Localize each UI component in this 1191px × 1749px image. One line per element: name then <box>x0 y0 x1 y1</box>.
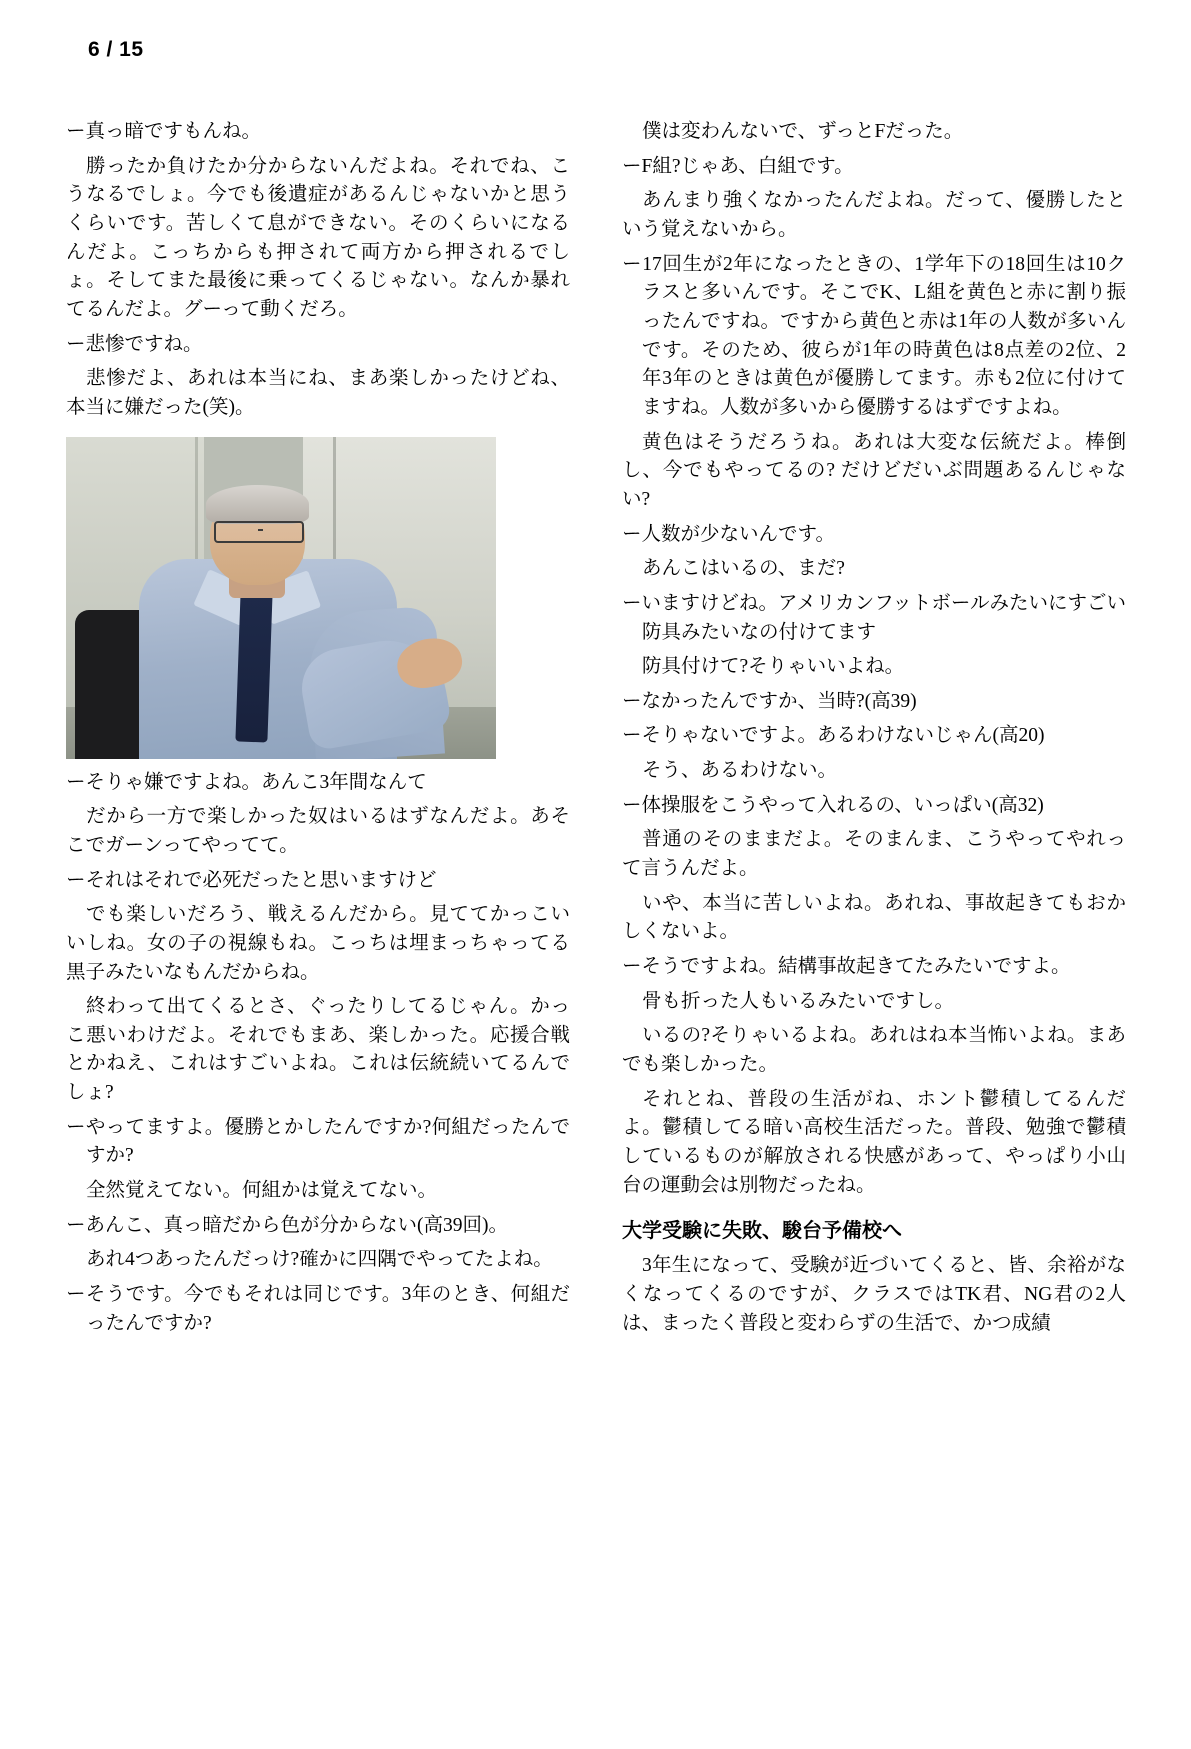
paragraph: でも楽しいだろう、戦えるんだから。見ててかっこいいしね。女の子の視線もね。こっちは埋まっちゃってる黒子みたいなもんだからね。 <box>66 904 570 983</box>
right-column <box>622 118 1126 1344</box>
paragraph: あんまり強くなかったんだよね。だって、優勝したという覚えないから。 <box>622 190 1126 240</box>
paragraph: あれ4つあったんだっけ?確かに四隅でやってたよね。 <box>86 1249 553 1271</box>
paragraph: 悲惨だよ、あれは本当にね、まあ楽しかったけどね、本当に嫌だった(笑)。 <box>66 368 570 418</box>
paragraph: だから一方で楽しかった奴はいるはずなんだよ。あそこでガーンってやってて。 <box>66 806 570 856</box>
two-column-body <box>66 118 1126 1344</box>
photo-person-necktie <box>235 591 273 743</box>
paragraph: ーそりゃないですよ。あるわけないじゃん(高20) <box>622 725 1045 747</box>
glasses-icon <box>214 521 304 543</box>
paragraph: 全然覚えてない。何組かは覚えてない。 <box>86 1180 438 1202</box>
paragraph: あんこはいるの、まだ? <box>642 558 845 580</box>
paragraph: いや、本当に苦しいよね。あれね、事故起きてもおかしくないよ。 <box>622 892 1126 943</box>
left-column <box>66 118 570 1344</box>
page-number: 6 / 15 <box>88 38 144 61</box>
photo-person-hair <box>206 485 309 524</box>
paragraph: ーF組?じゃあ、白組です。 <box>622 155 854 177</box>
paragraph: そう、あるわけない。 <box>642 760 838 782</box>
paragraph: ーやってますよ。優勝とかしたんですか?何組だったんですか? <box>66 1116 570 1167</box>
paragraph: ーそりゃ嫌ですよね。あんこ3年間なんて <box>66 771 427 793</box>
section-subheading: 大学受験に失敗、駿台予備校へ <box>622 1220 902 1243</box>
paragraph: 普通のそのままだよ。そのまんま、こうやってやれって言うんだよ。 <box>622 829 1126 880</box>
paragraph: ーあんこ、真っ暗だから色が分からない(高39回)。 <box>66 1214 508 1236</box>
paragraph: ーいますけどね。アメリカンフットボールみたいにすごい防具みたいなの付けてます <box>622 592 1126 643</box>
paragraph: 勝ったか負けたか分からないんだよね。それでね、こうなるでしょ。今でも後遺症があるんじゃないかと思うくらいです。苦しくて息ができない。そのくらいになるんだよ。こっちからも押されて両方から押されるでしょ。そしてまた最後に乗ってくるじゃない。なんか暴れてるんだよ。グーって動くだろ。 <box>66 155 570 320</box>
paragraph: ー人数が少ないんです。 <box>622 523 835 545</box>
paragraph: ーそうです。今でもそれは同じです。3年のとき、何組だったんですか? <box>66 1284 570 1334</box>
paragraph: それとね、普段の生活がね、ホント鬱積してるんだよ。鬱積してる暗い高校生活だった。普段、勉強で鬱積しているものが解放される快感があって、やっぱり小山台の運動会は別物だったね。 <box>622 1088 1126 1196</box>
paragraph: ー真っ暗ですもんね。 <box>66 121 262 142</box>
paragraph: 黄色はそうだろうね。あれは大変な伝統だよ。棒倒し、今でもやってるの? だけどだいぶ問題あるんじゃない? <box>622 431 1126 510</box>
paragraph: 骨も折った人もいるみたいですし。 <box>642 990 955 1012</box>
paragraph: 終わって出てくるとさ、ぐったりしてるじゃん。かっこ悪いわけだよ。それでもまあ、楽しかった。応援合戦とかねえ、これはすごいよね。これは伝統続いてるんでしょ? <box>66 996 570 1104</box>
paragraph: ー17回生が2年になったときの、1学年下の18回生は10クラスと多いんです。そこでK、L組を黄色と赤に割り振ったんですね。ですから黄色と赤は1年の人数が多いんです。そのため、彼らが1年の時黄色は8点差の2位、2年3年のときは黄色が優勝してます。赤も2位に付けてますね。人数が多いから優勝するはずですよね。 <box>622 253 1126 418</box>
photo-panel-seam <box>195 437 198 572</box>
paragraph: 3年生になって、受験が近づいてくると、皆、余裕がなくなってくるのですが、クラスではTK君、NG君の2人は、まったく普段と変わらずの生活で、かつ成績 <box>622 1255 1126 1334</box>
paragraph: ーそれはそれで必死だったと思いますけど <box>66 869 437 891</box>
paragraph: いるの?そりゃいるよね。あれはね本当怖いよね。まあでも楽しかった。 <box>622 1025 1126 1076</box>
paragraph: ー悲惨ですね。 <box>66 333 203 355</box>
paragraph: 防具付けて?そりゃいいよね。 <box>642 656 905 678</box>
paragraph: ーなかったんですか、当時?(高39) <box>622 690 917 712</box>
paragraph: ー体操服をこうやって入れるの、いっぱい(高32) <box>622 794 1044 816</box>
paragraph: ーそうですよね。結構事故起きてたみたいですよ。 <box>622 956 1071 978</box>
interview-photo <box>66 437 496 759</box>
paragraph: 僕は変わんないで、ずっとFだった。 <box>642 121 964 142</box>
